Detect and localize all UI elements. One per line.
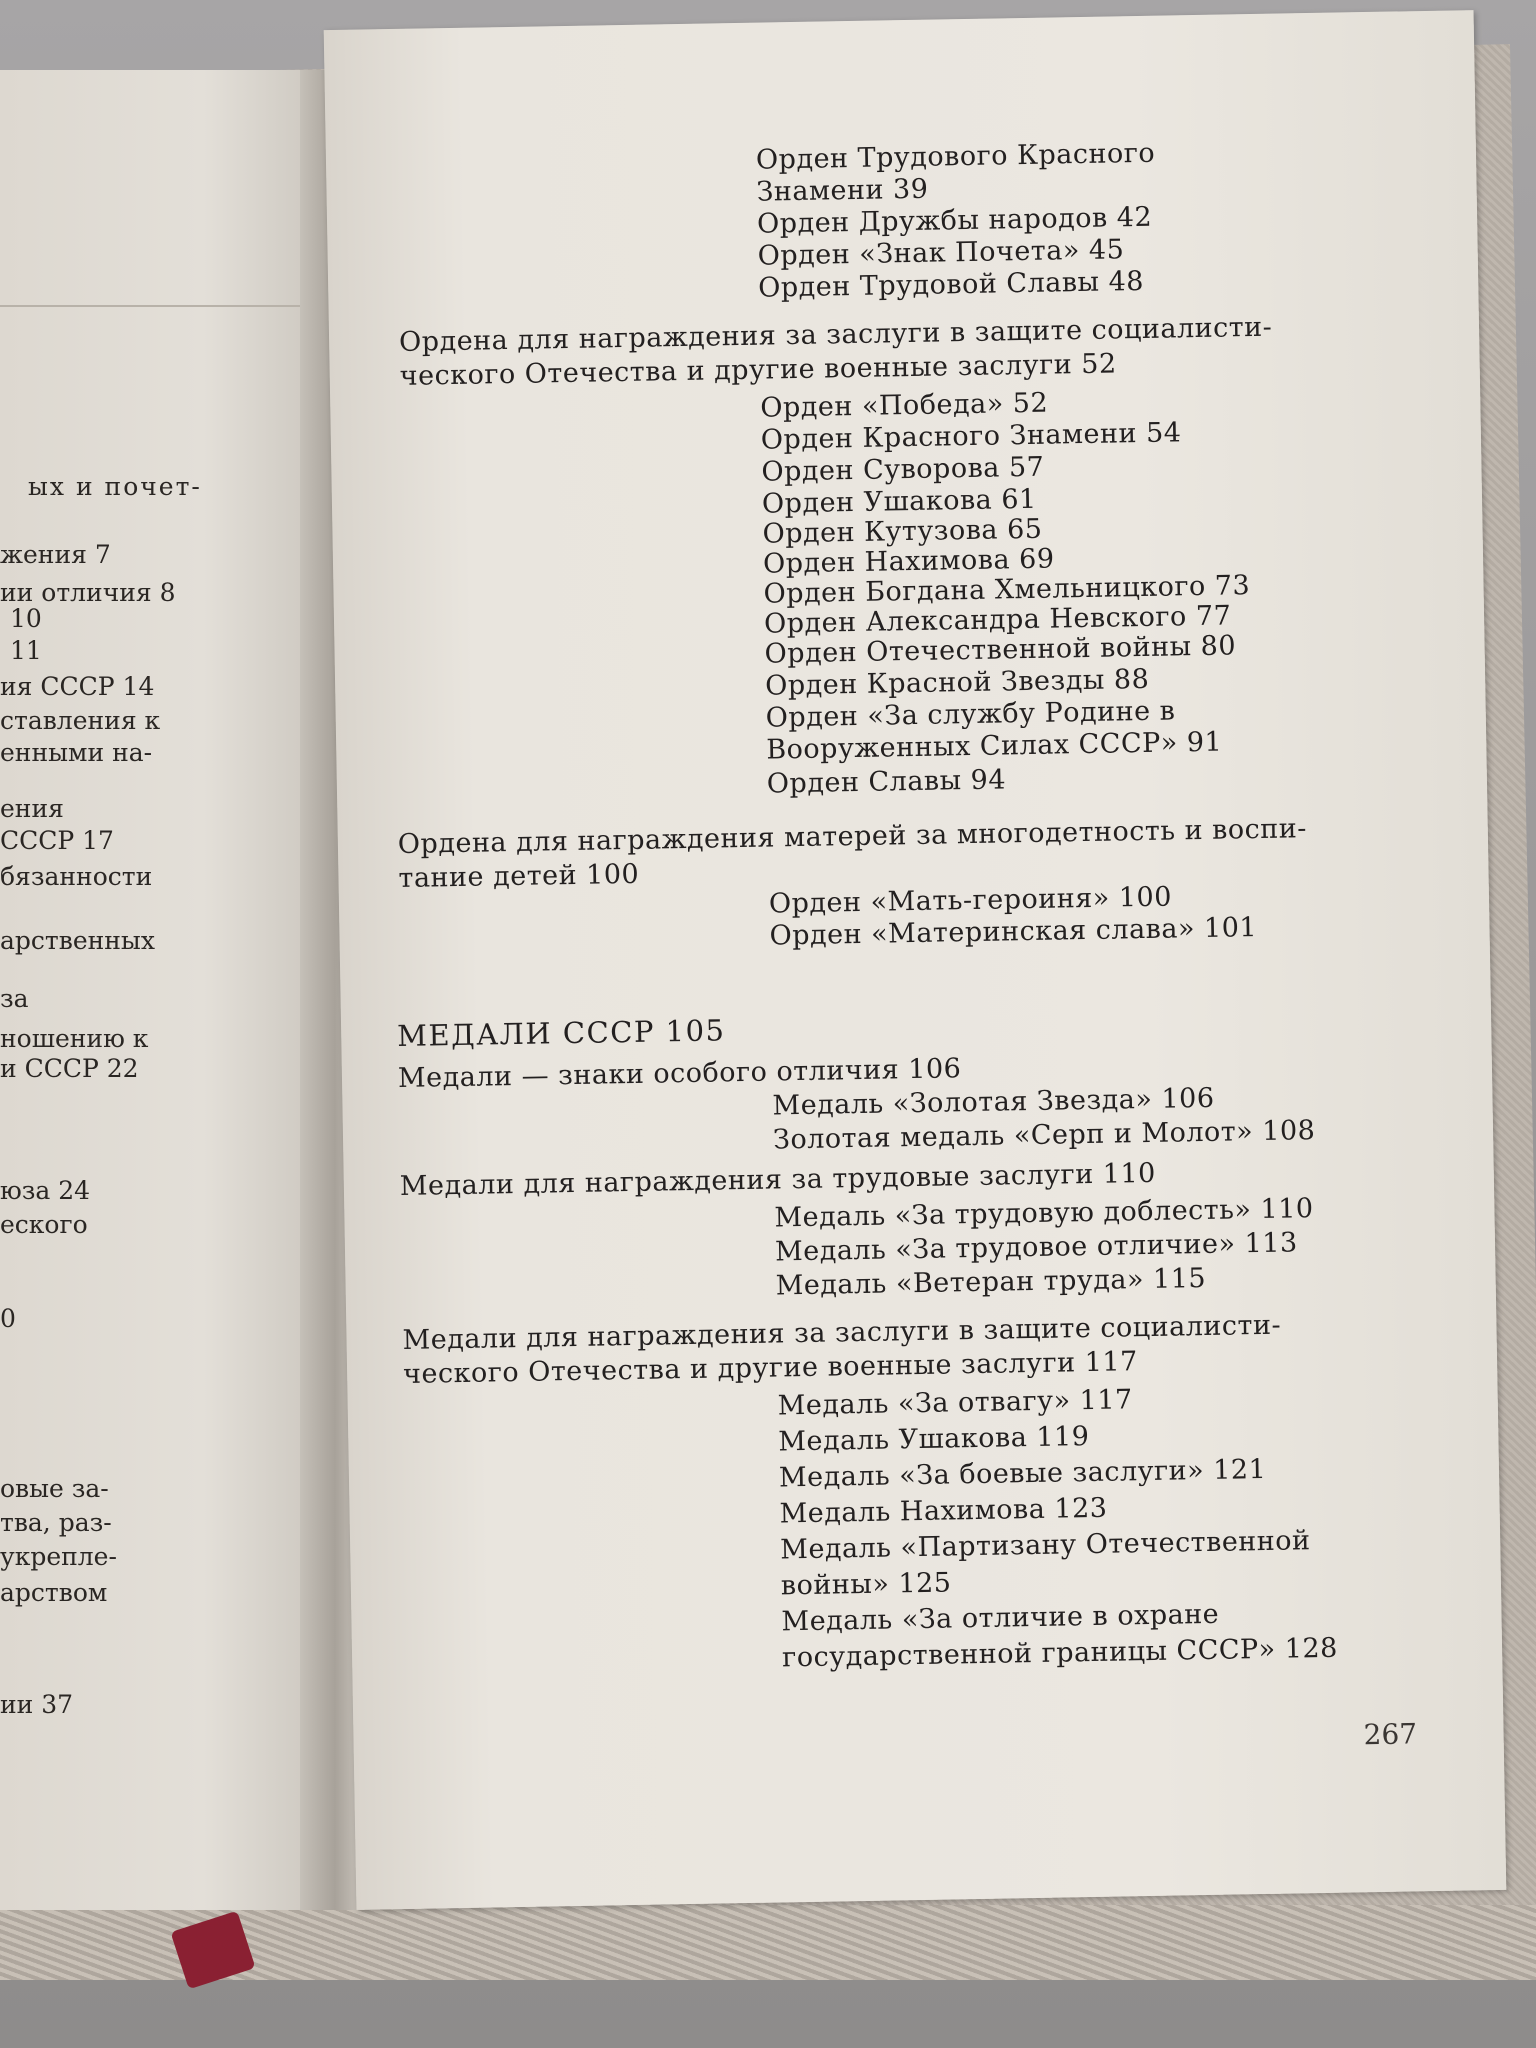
toc-line: Медаль «За трудовую доблесть» 110 (774, 1193, 1314, 1234)
left-line: 0 (0, 1304, 16, 1333)
toc-section: Медали для награждения за заслуги в защите социалисти- (402, 1309, 1282, 1356)
toc-line: Орден Красной Звезды 88 (764, 663, 1150, 702)
left-line: и СССР 22 (0, 1054, 139, 1083)
toc-line: Орден «Материнская слава» 101 (769, 912, 1258, 952)
toc-line: Медаль Ушакова 119 (778, 1421, 1090, 1458)
left-line: за (0, 984, 29, 1013)
toc-line: Медаль «Золотая Звезда» 106 (772, 1082, 1215, 1122)
toc-line: Орден «Мать-героиня» 100 (768, 881, 1173, 920)
left-line: 11 (10, 636, 42, 665)
toc-line: Орден Красного Знамени 54 (760, 417, 1182, 456)
toc-line: Орден Суворова 57 (761, 451, 1045, 488)
toc-line: Медаль «Ветеран труда» 115 (775, 1262, 1207, 1302)
left-line: еского (0, 1210, 88, 1239)
left-line: СССР 17 (0, 826, 114, 855)
toc-line: Медаль «За трудовое отличие» 113 (774, 1227, 1298, 1268)
toc-line: Орден Отечественной войны 80 (764, 630, 1237, 670)
toc-line: Медаль «Партизану Отечественной (780, 1525, 1311, 1566)
left-line: ии отличия 8 (0, 578, 176, 607)
toc-line: Орден Богдана Хмельницкого 73 (763, 570, 1251, 610)
right-page (324, 10, 1507, 1910)
table-of-contents (324, 10, 1507, 1910)
left-line: бязанности (0, 862, 153, 891)
toc-line: Медаль Нахимова 123 (779, 1492, 1108, 1530)
toc-line: Орден Александра Невского 77 (763, 600, 1232, 640)
left-line: арством (0, 1578, 108, 1607)
left-line: жения 7 (0, 540, 111, 569)
toc-section: ческого Отечества и другие военные заслуги 117 (402, 1346, 1139, 1390)
left-line: 10 (10, 604, 42, 633)
toc-section: Ордена для награждения за заслуги в защите социалисти- (398, 311, 1273, 358)
left-line: ии 37 (0, 1690, 74, 1719)
toc-line: Орден Ушакова 61 (761, 483, 1037, 520)
left-line: енными на- (0, 738, 153, 767)
toc-line: Орден Трудовой Славы 48 (757, 265, 1145, 304)
toc-line: Орден Кутузова 65 (762, 513, 1043, 550)
toc-line: Орден Славы 94 (766, 764, 1007, 800)
left-page-rule (0, 305, 330, 307)
left-line: ставления к (0, 706, 161, 735)
toc-line: Знамени 39 (756, 173, 929, 208)
left-line: ия СССР 14 (0, 672, 155, 701)
page-number: 267 (1363, 1717, 1418, 1752)
toc-line: Медаль «За отличие в охране (781, 1598, 1220, 1638)
toc-section: ческого Отечества и другие военные заслуги 52 (399, 348, 1117, 392)
toc-line: Орден Нахимова 69 (762, 543, 1055, 580)
toc-section: Медали для награждения за трудовые заслуги 110 (399, 1157, 1157, 1203)
toc-line: Золотая медаль «Серп и Молот» 108 (772, 1115, 1316, 1156)
toc-line: Медаль «За отвагу» 117 (777, 1384, 1133, 1422)
toc-line: Орден Дружбы народов 42 (756, 201, 1153, 240)
toc-line: Орден Трудового Красного (755, 137, 1156, 176)
toc-line: Орден «За службу Родине в (765, 695, 1176, 734)
left-line: ения (0, 794, 64, 823)
toc-line: войны» 125 (780, 1567, 952, 1602)
left-line: юза 24 (0, 1176, 91, 1205)
left-line: арственных (0, 926, 155, 955)
left-line: ых и почет- (28, 472, 202, 501)
toc-line: Орден «Знак Почета» 45 (757, 234, 1125, 272)
toc-line: Вооруженных Силах СССР» 91 (766, 726, 1223, 766)
toc-line: государственной границы СССР» 128 (781, 1632, 1339, 1674)
left-page (0, 70, 340, 1910)
toc-line: Медаль «За боевые заслуги» 121 (778, 1453, 1267, 1494)
toc-section: тание детей 100 (398, 858, 640, 894)
toc-line: Орден «Победа» 52 (760, 387, 1049, 424)
toc-section: Медали — знаки особого отличия 106 (397, 1053, 962, 1095)
toc-section: Ордена для награждения матерей за многодетность и воспи- (397, 813, 1308, 861)
left-line: ношению к (0, 1024, 149, 1053)
toc-heading: МЕДАЛИ СССР 105 (396, 1013, 726, 1054)
left-line: овые за- (0, 1474, 109, 1503)
left-line: тва, раз- (0, 1508, 112, 1537)
left-line: укрепле- (0, 1542, 117, 1571)
